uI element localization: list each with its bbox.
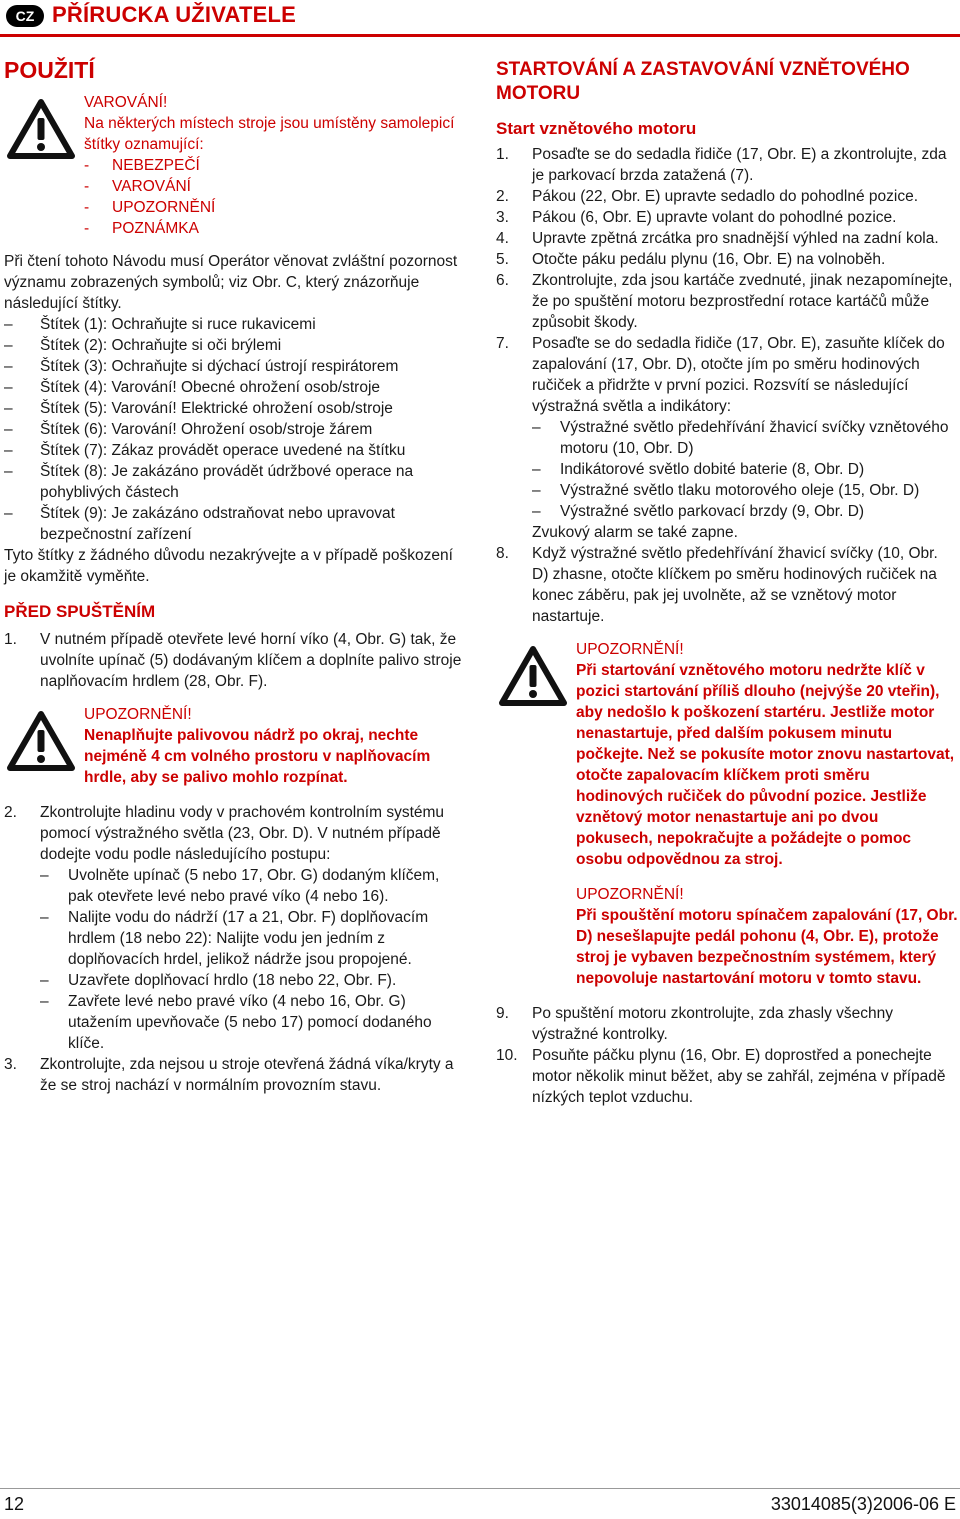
left-column	[4, 52, 466, 1096]
page-number: 12	[4, 1494, 25, 1514]
label-item: – Štítek (1): Ochraňujte si ruce rukavicemi	[4, 314, 466, 335]
step-number: 4.	[496, 230, 509, 247]
warning-block	[4, 92, 466, 239]
warning-item: - POZNÁMKA	[84, 218, 466, 239]
step-text: V nutném případě otevřete levé horní víko (4, Obr. G) tak, že uvolníte upínač (5) dodávaným klíčem a doplníte palivo stroje naplňovacím hrdlem (28, Obr. F).	[40, 631, 462, 690]
step-number: 7.	[496, 335, 509, 352]
subsection-title-start: Start vznětového motoru	[496, 119, 697, 138]
header-title: PŘÍRUCKA UŽIVATELE	[52, 2, 296, 27]
label-item: – Štítek (5): Varování! Elektrické ohrožení osob/stroje	[4, 398, 466, 419]
caution-text: Při spouštění motoru spínačem zapalování (17, Obr. D) nesešlapujte pedál pohonu (4, Obr. E), protože stroj je vybaven bezpečnostním systémem, který nepovoluje nastartování motoru v tomto stavu.	[576, 907, 958, 987]
warning-title: VAROVÁNÍ!	[84, 94, 168, 111]
step-6	[496, 270, 958, 333]
step-text: Otočte páku pedálu plynu (16, Obr. E) na volnoběh.	[532, 251, 886, 268]
step-3	[496, 207, 958, 228]
caution-block	[4, 704, 466, 788]
right-column	[496, 58, 958, 1108]
step-number: 8.	[496, 545, 509, 562]
sub-step: – Uvolněte upínač (5 nebo 17, Obr. G) dodaným klíčem, pak otevřete levé nebo pravé víko (4 nebo 16).	[4, 865, 466, 907]
label-item: – Štítek (8): Je zakázáno provádět údržbové operace na pohyblivých částech	[4, 461, 466, 503]
header-rule	[0, 34, 960, 37]
warning-text: Na některých místech stroje jsou umístěny samolepicí štítky oznamující:	[84, 115, 455, 153]
label-item: – Štítek (7): Zákaz provádět operace uvedené na štítku	[4, 440, 466, 461]
step-text: Upravte zpětná zrcátka pro snadnější výhled na zadní kola.	[532, 230, 939, 247]
step-text: Pákou (6, Obr. E) upravte volant do pohodlné pozice.	[532, 209, 897, 226]
warning-item: - UPOZORNĚNÍ	[84, 197, 466, 218]
step-3	[4, 1054, 466, 1096]
label-item: – Štítek (3): Ochraňujte si dýchací ústrojí respirátorem	[4, 356, 466, 377]
step-5	[496, 249, 958, 270]
caution-title: UPOZORNĚNÍ!	[576, 886, 684, 903]
page-header	[0, 0, 960, 32]
step-number: 3.	[4, 1056, 17, 1073]
step-8	[496, 543, 958, 627]
step-2	[496, 186, 958, 207]
warning-item: - VAROVÁNÍ	[84, 176, 466, 197]
caution-title: UPOZORNĚNÍ!	[576, 641, 684, 658]
footer-rule	[0, 1488, 960, 1489]
sub-step: – Nalijte vodu do nádrží (17 a 21, Obr. F) doplňovacím hrdlem (18 nebo 22): Nalijte vodu jen jedním z doplňovacích hrdel, jelikož nádrže jsou propojené.	[4, 907, 466, 970]
step-text: Zkontrolujte, zda nejsou u stroje otevřená žádná víka/kryty a že se stroj nachází v normálním provozním stavu.	[40, 1056, 454, 1094]
step-number: 2.	[4, 804, 17, 821]
label-item: – Štítek (2): Ochraňujte si oči brýlemi	[4, 335, 466, 356]
step-number: 2.	[496, 188, 509, 205]
indicator-item: – Výstražné světlo předehřívání žhavicí svíčky vznětového motoru (10, Obr. D)	[496, 417, 958, 459]
warning-triangle-icon	[6, 710, 76, 778]
warning-triangle-icon	[498, 645, 568, 713]
sub-step: – Uzavřete doplňovací hrdlo (18 nebo 22, Obr. F).	[4, 970, 466, 991]
label-item: – Štítek (6): Varování! Ohrožení osob/stroje žárem	[4, 419, 466, 440]
section-title-start-stop: STARTOVÁNÍ A ZASTAVOVÁNÍ VZNĚTOVÉHO MOTORU	[496, 59, 910, 104]
step-number: 3.	[496, 209, 509, 226]
caution-block	[496, 884, 958, 989]
step-text: Po spuštění motoru zkontrolujte, zda zhasly všechny výstražné kontrolky.	[532, 1005, 893, 1043]
document-code: 33014085(3)2006-06 E	[770, 1494, 956, 1514]
step-text: Pákou (22, Obr. E) upravte sedadlo do pohodlné pozice.	[532, 188, 919, 205]
step-text: Posuňte páčku plynu (16, Obr. E) doprostřed a ponechejte motor několik minut běžet, aby se zahřál, zejména v případě nízkých teplot vzduchu.	[532, 1047, 946, 1106]
step-1	[496, 144, 958, 186]
step-number: 1.	[4, 631, 17, 648]
sub-step: – Zavřete levé nebo pravé víko (4 nebo 16, Obr. G) utažením upevňovače (5 nebo 17) pomocí dodaného klíče.	[4, 991, 466, 1054]
warning-triangle-icon	[6, 98, 76, 166]
step-number: 5.	[496, 251, 509, 268]
step-4	[496, 228, 958, 249]
alarm-note: Zvukový alarm se také zapne.	[532, 524, 738, 541]
step-2	[4, 802, 466, 865]
step-1	[4, 629, 466, 692]
intro-paragraph: Při čtení tohoto Návodu musí Operátor věnovat zvláštní pozornost významu zobrazených symbolů; viz Obr. C, který znázorňuje následující štítky.	[4, 253, 458, 312]
section-title-use: POUŽITÍ	[4, 57, 95, 83]
step-number: 9.	[496, 1005, 509, 1022]
step-7	[496, 333, 958, 417]
caution-text: Při startování vznětového motoru nedržte klíč v pozici startování příliš dlouho (nejvýše 20 vteřin), aby nedošlo k poškození startéru. Jestliže motor nenastartuje, před dalším pokusem minutu počkejte. Než se pokusíte motor znovu nastartovat, otočte zapalovacím klíčkem proti směru hodinových ručiček do původní pozice. Jestliže vznětový motor nenastartuje ani po dvou pokusech, nepokračujte a požádejte o pomoc osobu odpovědnou za stroj.	[576, 662, 955, 868]
step-text: Zkontrolujte, zda jsou kartáče zvednuté, jinak nezapomínejte, že po spuštění motoru bezprostřední rotace kartáčů může způsobit škody.	[532, 272, 953, 331]
labels-outro: Tyto štítky z žádného důvodu nezakrývejte a v případě poškození je okamžitě vyměňte.	[4, 547, 453, 585]
section-title-before-start: PŘED SPUŠTĚNÍM	[4, 602, 156, 621]
indicator-item: – Výstražné světlo tlaku motorového oleje (15, Obr. D)	[496, 480, 958, 501]
language-badge: CZ	[6, 5, 44, 27]
step-number: 6.	[496, 272, 509, 289]
step-text: Zkontrolujte hladinu vody v prachovém kontrolním systému pomocí výstražného světla (23, Obr. D). V nutném případě dodejte vodu podle následujícího postupu:	[40, 804, 445, 863]
step-text: Posaďte se do sedadla řidiče (17, Obr. E) a zkontrolujte, zda je parkovací brzda zatažená (7).	[532, 146, 947, 184]
indicator-item: – Výstražné světlo parkovací brzdy (9, Obr. D)	[496, 501, 958, 522]
indicator-item: – Indikátorové světlo dobité baterie (8, Obr. D)	[496, 459, 958, 480]
caution-text: Nenaplňujte palivovou nádrž po okraj, nechte nejméně 4 cm volného prostoru v naplňovacím hrdle, aby se palivo mohlo rozpínat.	[84, 727, 431, 786]
caution-block	[496, 639, 958, 870]
caution-title: UPOZORNĚNÍ!	[84, 706, 192, 723]
step-number: 1.	[496, 146, 509, 163]
step-9	[496, 1003, 958, 1045]
step-10	[496, 1045, 958, 1108]
warning-item: - NEBEZPEČÍ	[84, 155, 466, 176]
label-item: – Štítek (9): Je zakázáno odstraňovat nebo upravovat bezpečnostní zařízení	[4, 503, 466, 545]
step-text: Posaďte se do sedadla řidiče (17, Obr. E), zasuňte klíček do zapalování (17, Obr. D), otočte jím po směru hodinových ručiček a přidržte v první pozici. Rozsvítí se následující výstražná světla a indikátory:	[532, 335, 945, 415]
step-text: Když výstražné světlo předehřívání žhavicí svíčky (10, Obr. D) zhasne, otočte klíčkem po směru hodinových ručiček na konec záběru, pak jej uvolněte, až se vznětový motor nastartuje.	[532, 545, 938, 625]
step-number: 10.	[496, 1047, 518, 1064]
label-item: – Štítek (4): Varování! Obecné ohrožení osob/stroje	[4, 377, 466, 398]
